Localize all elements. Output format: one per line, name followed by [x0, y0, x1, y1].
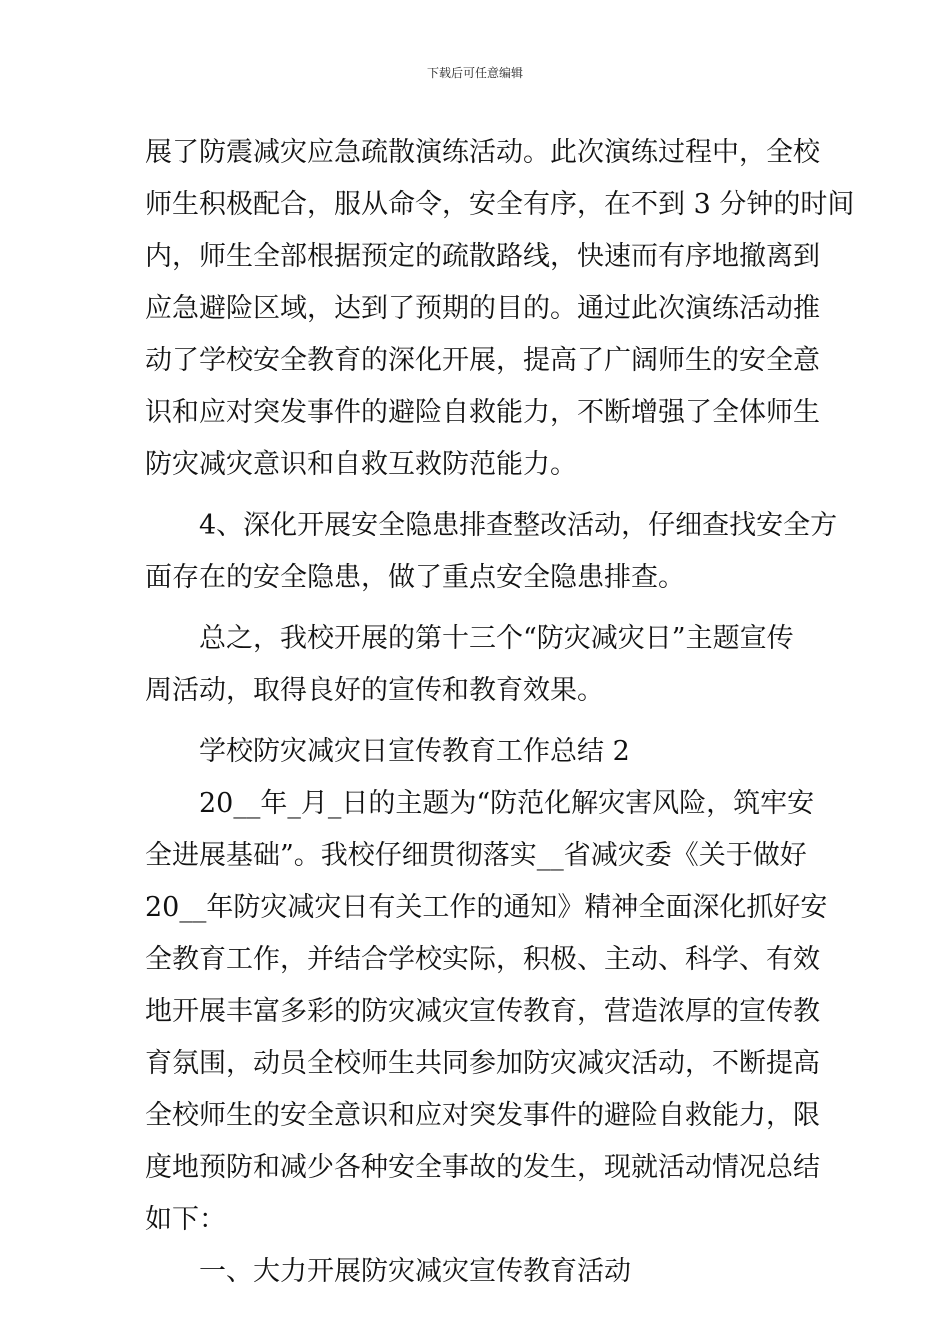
body-text	[145, 127, 855, 1298]
text-line: 4、深化开展安全隐患排查整改活动，仔细查找安全方	[199, 510, 838, 541]
text-line: 地开展丰富多彩的防灾减灾宣传教育，营造浓厚的宣传教	[145, 996, 820, 1027]
text-line: 防灾减灾意识和自救互救防范能力。	[145, 449, 577, 480]
text-line: 面存在的安全隐患，做了重点安全隐患排查。	[145, 562, 685, 593]
text-line: 识和应对突发事件的避险自救能力，不断增强了全体师生	[145, 397, 820, 428]
text-line: 全教育工作，并结合学校实际，积极、主动、科学、有效	[145, 944, 820, 975]
text-line: 应急避险区域，达到了预期的目的。通过此次演练活动推	[145, 293, 820, 324]
text-line: 动了学校安全教育的深化开展，提高了广阔师生的安全意	[145, 345, 820, 376]
text-line: 学校防灾减灾日宣传教育工作总结 2	[199, 736, 630, 767]
text-line: 育氛围，动员全校师生共同参加防灾减灾活动，不断提高	[145, 1048, 820, 1079]
text-line: 如下：	[145, 1204, 226, 1235]
text-line: 周活动，取得良好的宣传和教育效果。	[145, 675, 604, 706]
paragraph-gap	[145, 717, 810, 726]
paragraph-gap	[145, 491, 810, 500]
text-line: 20__年_月_日的主题为“防范化解灾害风险，筑牢安	[199, 788, 815, 819]
text-line: 度地预防和减少各种安全事故的发生，现就活动情况总结	[145, 1152, 820, 1183]
paragraph-gap	[145, 604, 810, 613]
text-line: 20__年防灾减灾日有关工作的通知》精神全面深化抓好安	[145, 892, 828, 923]
text-line: 全进展基础”。我校仔细贯彻落实__省减灾委《关于做好	[145, 840, 807, 871]
text-line: 全校师生的安全意识和应对突发事件的避险自救能力，限	[145, 1100, 820, 1131]
text-line: 展了防震减灾应急疏散演练活动。此次演练过程中，全校	[145, 137, 820, 168]
text-line: 师生积极配合，服从命令，安全有序，在不到 3 分钟的时间	[145, 189, 855, 220]
page-header-note: 下载后可任意编辑	[426, 66, 523, 80]
text-line: 总之，我校开展的第十三个“防灾减灾日”主题宣传	[199, 623, 794, 654]
text-line: 一、大力开展防灾减灾宣传教育活动	[199, 1256, 631, 1287]
text-line: 内，师生全部根据预定的疏散路线，快速而有序地撤离到	[145, 241, 820, 272]
